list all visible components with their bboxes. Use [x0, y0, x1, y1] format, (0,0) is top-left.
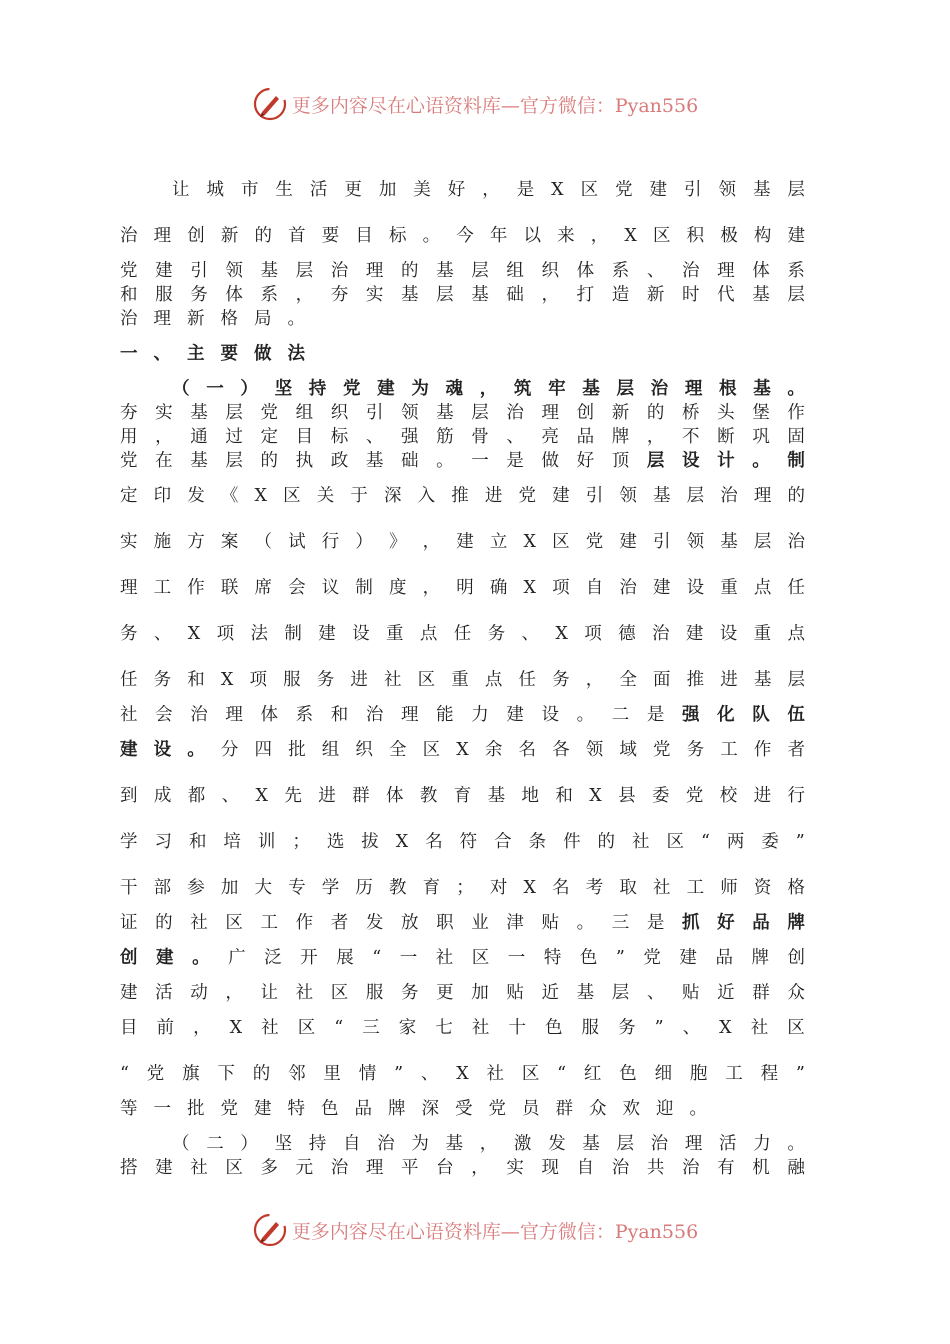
text-line: 和 服 务 体 系 ， 夯 实 基 层 基 础 ， 打 造 新 时 代 基 层 [120, 285, 805, 305]
text-line: 夯 实 基 层 党 组 织 引 领 基 层 治 理 创 新 的 桥 头 堡 作 [120, 403, 805, 423]
section-heading: 一 、 主 要 做 法 [120, 344, 305, 364]
text-line: 证 的 社 区 工 作 者 发 放 职 业 津 贴 。 三 是 抓 好 品 牌 [120, 913, 805, 933]
text-line: （ 一 ） 坚 持 党 建 为 魂 ， 筑 牢 基 层 治 理 根 基 。 [172, 379, 805, 399]
text-line: 建 设 。 分 四 批 组 织 全 区 X 余 名 各 领 域 党 务 工 作 者 [120, 740, 805, 760]
text-line: 干 部 参 加 大 专 学 历 教 育 ； 对 X 名 考 取 社 工 师 资 格 [120, 878, 805, 898]
text-line: 理 工 作 联 席 会 议 制 度 ， 明 确 X 项 自 治 建 设 重 点 任 [120, 578, 805, 598]
pen-logo-icon [252, 1212, 288, 1248]
text-line: 任 务 和 X 项 服 务 进 社 区 重 点 任 务 ， 全 面 推 进 基 层 [120, 670, 805, 690]
text-line: 党 建 引 领 基 层 治 理 的 基 层 组 织 体 系 、 治 理 体 系 [120, 261, 805, 281]
banner-text: 更多内容尽在心语资料库—官方微信：Pyan556 [291, 1220, 699, 1243]
text-line: 到 成 都 、 X 先 进 群 体 教 育 基 地 和 X 县 委 党 校 进 行 [120, 786, 805, 806]
text-line: 务 、 X 项 法 制 建 设 重 点 任 务 、 X 项 德 治 建 设 重 点 [120, 624, 805, 644]
text-line: 目 前 ， X 社 区 “ 三 家 七 社 十 色 服 务 ” 、 X 社 区 [120, 1018, 805, 1038]
text-line: 建 活 动 ， 让 社 区 服 务 更 加 贴 近 基 层 、 贴 近 群 众 [120, 983, 805, 1003]
text-line: 党 在 基 层 的 执 政 基 础 。 一 是 做 好 顶 层 设 计 。 制 [120, 451, 805, 471]
text-line: 等 一 批 党 建 特 色 品 牌 深 受 党 员 群 众 欢 迎 。 [120, 1099, 707, 1119]
text-line: 搭 建 社 区 多 元 治 理 平 台 ， 实 现 自 治 共 治 有 机 融 [120, 1158, 805, 1178]
text-line: 治 理 新 格 局 。 [120, 309, 305, 329]
text-line: 定 印 发 《 X 区 关 于 深 入 推 进 党 建 引 领 基 层 治 理 的 [120, 486, 805, 506]
header-banner [0, 84, 950, 124]
text-line: “ 党 旗 下 的 邻 里 情 ” 、 X 社 区 “ 红 色 细 胞 工 程 ” [120, 1064, 805, 1084]
footer-banner [0, 1210, 950, 1250]
banner-text: 更多内容尽在心语资料库—官方微信：Pyan556 [291, 94, 699, 117]
text-line: 治 理 创 新 的 首 要 目 标 。 今 年 以 来 ， X 区 积 极 构 建 [120, 226, 805, 246]
text-line: 实 施 方 案 （ 试 行 ） 》 ， 建 立 X 区 党 建 引 领 基 层 治 [120, 532, 805, 552]
text-line: 学 习 和 培 训 ； 选 拔 X 名 符 合 条 件 的 社 区 “ 两 委 ” [120, 832, 805, 852]
text-line: 让 城 市 生 活 更 加 美 好 ， 是 X 区 党 建 引 领 基 层 [172, 180, 805, 200]
pen-logo-icon [252, 86, 288, 122]
text-line: 社 会 治 理 体 系 和 治 理 能 力 建 设 。 二 是 强 化 队 伍 [120, 705, 805, 725]
text-line: 用 ， 通 过 定 目 标 、 强 筋 骨 、 亮 品 牌 ， 不 断 巩 固 [120, 427, 805, 447]
text-line: 创 建 。 广 泛 开 展 “ 一 社 区 一 特 色 ” 党 建 品 牌 创 [120, 948, 805, 968]
text-line: （ 二 ） 坚 持 自 治 为 基 ， 激 发 基 层 治 理 活 力 。 [172, 1134, 805, 1154]
document-body [120, 178, 805, 1180]
